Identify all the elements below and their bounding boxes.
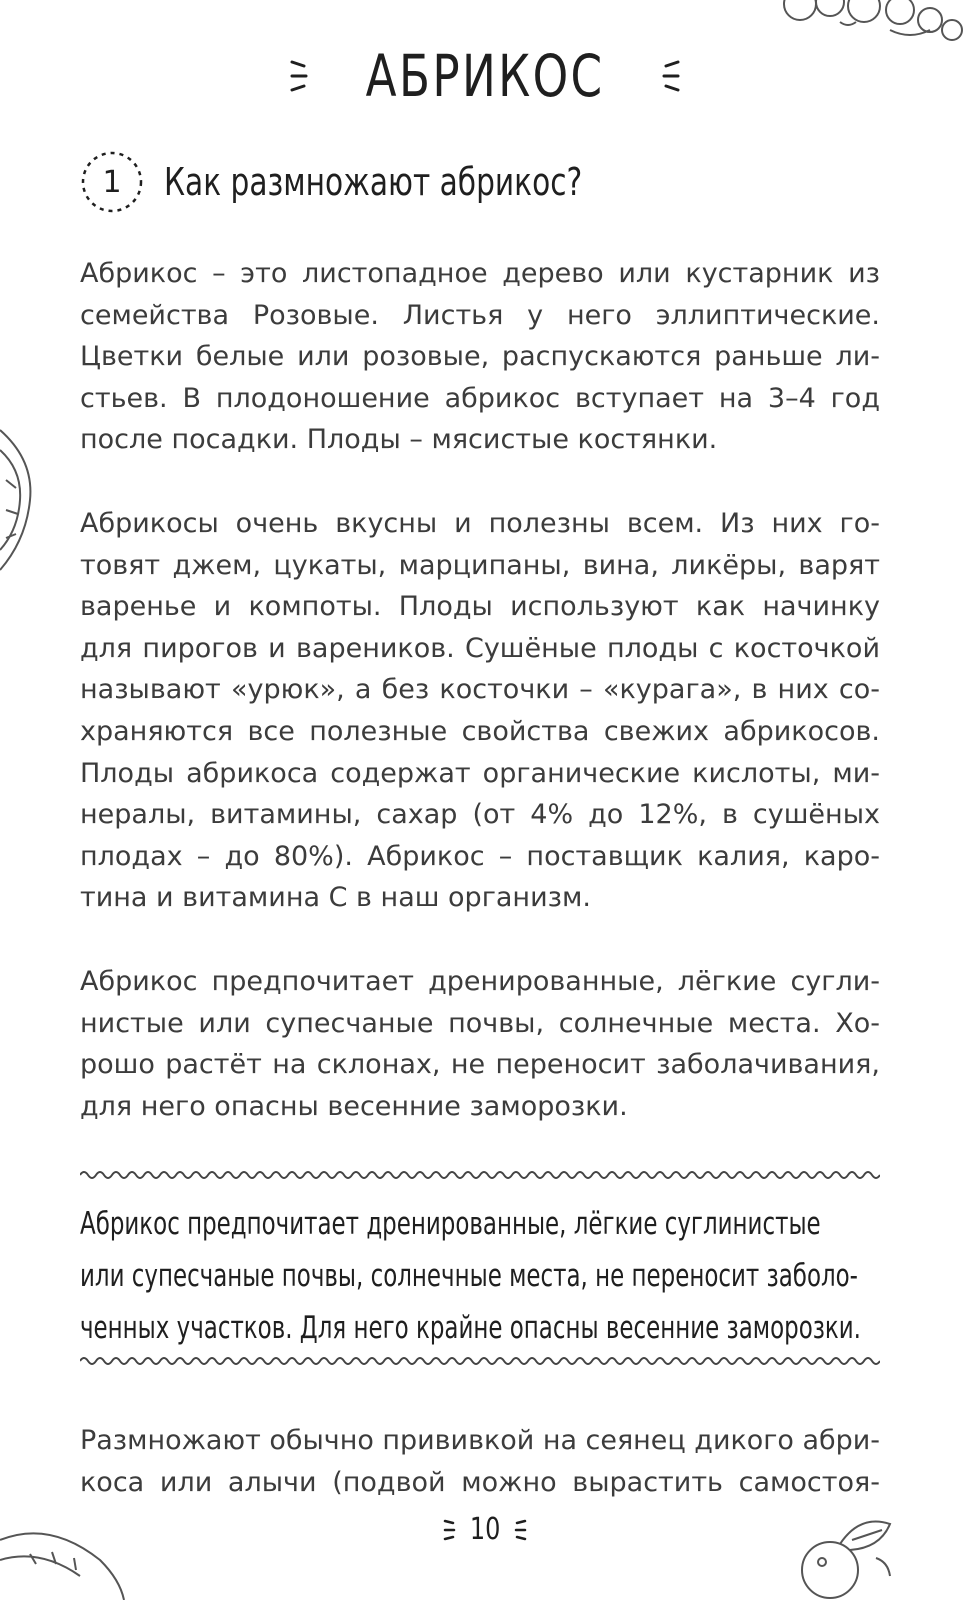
leaf-doodle-left-icon bbox=[0, 420, 36, 580]
text-line: Абрикос – это листопадное дерево или кустарник из bbox=[80, 258, 880, 289]
paragraph-1 bbox=[80, 253, 880, 461]
callout-wavy-line-bottom bbox=[80, 1354, 880, 1368]
page-title: АБРИКОС bbox=[365, 42, 605, 110]
callout-wavy-line-top bbox=[80, 1168, 880, 1182]
text-line: товят джем, цукаты, марципаны, вина, ликёры, варят bbox=[80, 549, 880, 581]
text-line: Цветки белые или розовые, распускаются раньше ли- bbox=[80, 341, 880, 373]
paragraph-2 bbox=[80, 503, 880, 919]
text-line: стьев. В плодоношение абрикос вступает на 3–4 год bbox=[80, 382, 880, 414]
text-line: коса или алычи (подвой можно вырастить самостоя- bbox=[80, 1466, 880, 1498]
text-line: варенье и компоты. Плоды используют как начинку bbox=[80, 591, 880, 623]
page-title-row bbox=[0, 42, 970, 110]
text-line: храняются все полезные свойства свежих абрикосов. bbox=[80, 715, 880, 747]
text-line: Плоды абрикоса содержат органические кислоты, ми- bbox=[80, 757, 880, 789]
text-line: семейства Розовые. Листья у него эллиптические. bbox=[80, 299, 880, 331]
section-heading bbox=[80, 150, 700, 214]
callout-line: Абрикос предпочитает дренированные, лёгкие суглинистые bbox=[80, 1206, 821, 1242]
page-number: 10 bbox=[469, 1512, 501, 1547]
text-line: для него опасны весенние заморозки. bbox=[80, 1090, 628, 1122]
title-deco-left-icon bbox=[288, 50, 310, 102]
paragraph-4 bbox=[80, 1420, 880, 1503]
text-line: нералы, витамины, сахар (от 4% до 12%, в сушёных bbox=[80, 799, 880, 831]
text-line: Размножают обычно прививкой на сеянец дикого абри- bbox=[80, 1425, 880, 1456]
page-number-deco-right-icon bbox=[514, 1513, 528, 1547]
text-line: для пирогов и вареников. Сушёные плоды с косточкой bbox=[80, 632, 880, 664]
callout-box bbox=[80, 1198, 880, 1354]
text-line: нистые или супесчаные почвы, солнечные места. Хо- bbox=[80, 1007, 880, 1039]
text-line: называют «урюк», а без косточки – «курага», в них со- bbox=[80, 674, 880, 706]
text-line: тина и витамина С в наш организм. bbox=[80, 882, 591, 914]
callout-line: или супесчаные почвы, солнечные места, не переносит заболо- bbox=[80, 1258, 858, 1294]
section-number: 1 bbox=[102, 164, 122, 200]
text-line: плодах – до 80%). Абрикос – поставщик калия, каро- bbox=[80, 840, 880, 872]
text-line: рошо растёт на склонах, не переносит заболачивания, bbox=[80, 1049, 880, 1081]
section-title: Как размножают абрикос? bbox=[164, 160, 583, 204]
title-deco-right-icon bbox=[660, 50, 682, 102]
text-line: Абрикосы очень вкусны и полезны всем. Из них го- bbox=[80, 508, 880, 539]
page-footer bbox=[0, 1512, 970, 1547]
text-line: после посадки. Плоды – мясистые костянки. bbox=[80, 424, 718, 456]
page-number-deco-left-icon bbox=[442, 1513, 456, 1547]
text-line: Абрикос предпочитает дренированные, лёгкие сугли- bbox=[80, 966, 880, 997]
callout-line: ченных участков. Для него крайне опасны весенние заморозки. bbox=[80, 1310, 861, 1346]
paragraph-3 bbox=[80, 961, 880, 1127]
section-number-badge bbox=[80, 150, 144, 214]
